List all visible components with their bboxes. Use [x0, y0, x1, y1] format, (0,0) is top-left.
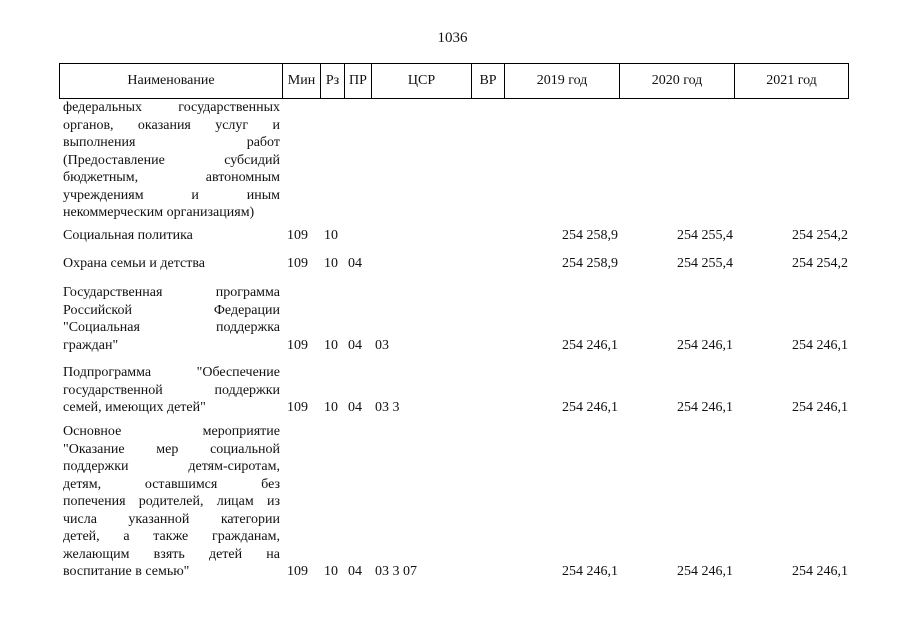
row-name-line: воспитание в семью": [63, 564, 190, 579]
cell-y2021: 254 246,1: [792, 337, 848, 353]
cell-y2019: 254 246,1: [562, 337, 618, 353]
row-name-line: Охрана семьи и детства: [63, 256, 205, 271]
row-name-line: числа указанной категории: [63, 511, 280, 527]
row-name-line: детей, а также гражданам,: [63, 529, 280, 544]
row-name-line: "Социальная поддержка: [63, 320, 280, 335]
row-name-line: федеральных государственных: [63, 100, 280, 115]
row-name-line: попечения родителей, лицам из: [63, 494, 280, 509]
cell-y2020: 254 255,4: [677, 228, 733, 243]
row-name-line: органов, оказания услуг и: [63, 117, 280, 133]
cell-csr: 03 3: [375, 400, 400, 415]
row-name-line: учреждениям и иным: [63, 187, 280, 203]
cell-y2019: 254 258,9: [562, 256, 618, 271]
header-2020: 2020 год: [620, 64, 735, 98]
row-name-line: Государственная программа: [63, 285, 280, 300]
row-name-line: Основное мероприятие: [63, 424, 280, 439]
header-csr: ЦСР: [372, 64, 472, 98]
cell-min: 109: [287, 564, 308, 579]
row-name-line: "Оказание мер социальной: [63, 441, 280, 457]
cell-y2021: 254 246,1: [792, 400, 848, 415]
cell-rz: 10: [324, 228, 338, 243]
row-name: [63, 423, 280, 581]
cell-y2020: 254 255,4: [677, 256, 733, 271]
cell-y2019: 254 258,9: [562, 228, 618, 243]
cell-pr: 04: [348, 400, 362, 415]
row-name-line: Подпрограмма "Обеспечение: [63, 365, 280, 380]
cell-pr: 04: [348, 337, 362, 353]
cell-min: 109: [287, 256, 308, 271]
header-name: Наименование: [60, 64, 283, 98]
row-name: [63, 227, 280, 245]
header-rz: Рз: [321, 64, 345, 98]
row-name-line: Российской Федерации: [63, 302, 280, 318]
cell-y2021: 254 254,2: [792, 256, 848, 271]
cell-y2019: 254 246,1: [562, 400, 618, 415]
header-vr: ВР: [472, 64, 505, 98]
cell-min: 109: [287, 228, 308, 243]
row-name-line: поддержки детям-сиротам,: [63, 459, 280, 474]
row-name-line: детям, оставшимся без: [63, 476, 280, 492]
row-name: [63, 255, 280, 273]
cell-min: 109: [287, 337, 308, 353]
cell-pr: 04: [348, 564, 362, 579]
row-name: [63, 99, 280, 222]
cell-y2020: 254 246,1: [677, 564, 733, 579]
cell-min: 109: [287, 400, 308, 415]
cell-y2021: 254 254,2: [792, 228, 848, 243]
row-name-line: желающим взять детей на: [63, 546, 280, 562]
table-header: [59, 63, 849, 99]
row-name-line: семей, имеющих детей": [63, 400, 206, 415]
cell-csr: 03: [375, 337, 389, 353]
page-number: 1036: [437, 30, 468, 46]
cell-y2019: 254 246,1: [562, 564, 618, 579]
row-name-line: государственной поддержки: [63, 382, 280, 398]
header-2021: 2021 год: [766, 73, 817, 88]
row-name-line: Социальная политика: [63, 228, 193, 243]
cell-y2021: 254 246,1: [792, 564, 848, 579]
cell-y2020: 254 246,1: [677, 400, 733, 415]
cell-pr: 04: [348, 256, 362, 271]
header-2019: 2019 год: [505, 64, 620, 98]
cell-rz: 10: [324, 400, 338, 415]
cell-rz: 10: [324, 337, 338, 353]
cell-csr: 03 3 07: [375, 564, 417, 579]
row-name-line: граждан": [63, 337, 119, 353]
row-name: [63, 364, 280, 417]
header-pr: ПР: [345, 64, 372, 98]
row-name-line: выполнения работ: [63, 135, 280, 150]
row-name-line: бюджетным, автономным: [63, 170, 280, 185]
row-name: [63, 284, 280, 354]
row-name-line: некоммерческим организациям): [63, 205, 255, 220]
cell-rz: 10: [324, 256, 338, 271]
header-min: Мин: [283, 64, 321, 98]
cell-y2020: 254 246,1: [677, 337, 733, 353]
cell-rz: 10: [324, 564, 338, 579]
row-name-line: (Предоставление субсидий: [63, 152, 280, 168]
